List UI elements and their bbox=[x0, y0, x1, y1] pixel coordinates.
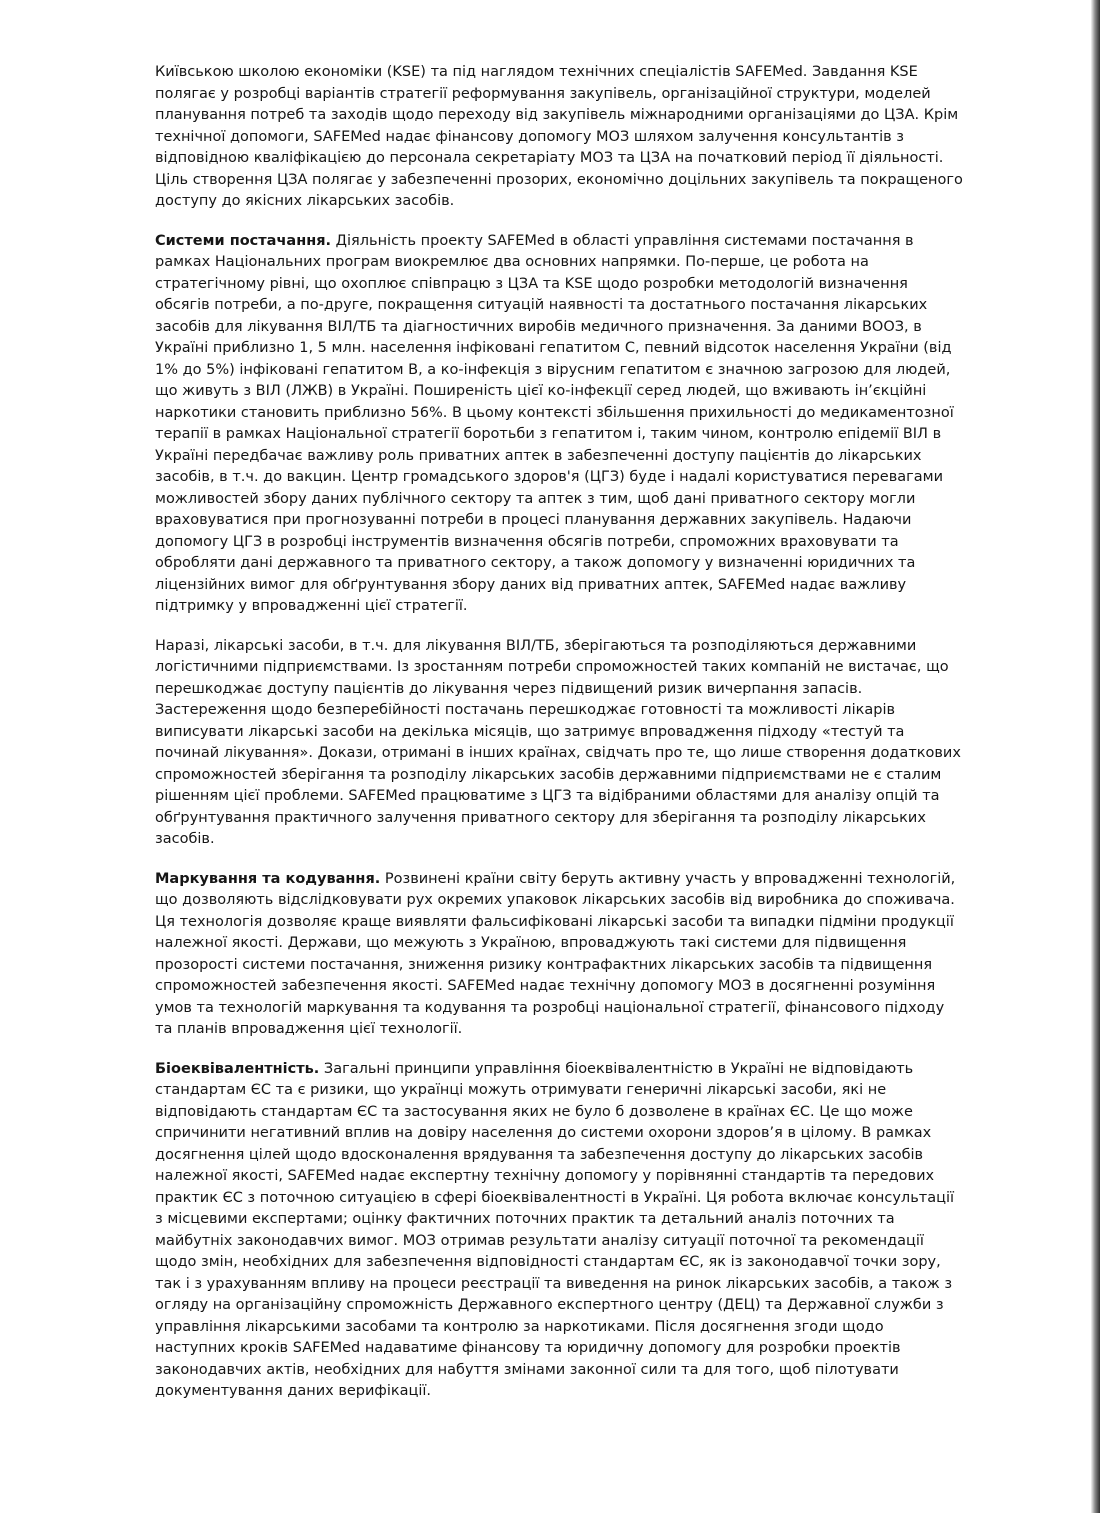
paragraph-text: Розвинені країни світу беруть активну участь у впровадженні технологій, що дозволяють відслідковувати рух окремих упаковок лікарських засобів від виробника до споживача. Ця технологія дозволяє краще виявляти фальсифіковані лікарські засоби та випадки підміни продукції належної якості. Держави, що межують з Україною, впроваджують такі системи для підвищення прозорості системи постачання, зниження ризику контрафактних лікарських засобів та підвищення спроможностей забезпечення якості. SAFEMed надає технічну допомогу МОЗ в досягненні розуміння умов та технологій маркування та кодування та розробці національної стратегії, фінансового підходу та планів впровадження цієї технології. bbox=[155, 870, 956, 1037]
scan-edge-shadow bbox=[1091, 0, 1100, 1513]
document-body bbox=[155, 62, 963, 1421]
section-heading-supply-systems: Системи постачання. bbox=[155, 232, 332, 249]
section-heading-marking-coding: Маркування та кодування. bbox=[155, 870, 381, 887]
section-heading-bioequivalence: Біоеквівалентність. bbox=[155, 1060, 320, 1077]
paragraph-storage-distribution bbox=[155, 636, 963, 851]
paragraph-kse-procurement bbox=[155, 62, 963, 213]
paragraph-supply-systems bbox=[155, 231, 963, 618]
paragraph-text: Діяльність проекту SAFEMed в області управління системами постачання в рамках Національних програм виокремлює два основних напрямки. По-перше, це робота на стратегічному рівні, що охоплює співпрацю з ЦЗА та KSE щодо розробки методологій визначення обсягів потреби, а по-друге, покращення ситуацій наявності та достатнього постачання лікарських засобів для лікування ВІЛ/ТБ та діагностичних виробів медичного призначення. За даними ВООЗ, в Україні приблизно 1, 5 млн. населення інфіковані гепатитом С, певний відсоток населення України (від 1% до 5%) інфіковані гепатитом В, а ко-інфекція з вірусним гепатитом є значною загрозою для людей, що живуть з ВІЛ (ЛЖВ) в Україні. Поширеність цієї ко-інфекції серед людей, що вживають ін’єкційні наркотики становить приблизно 56%. В цьому контексті збільшення прихильності до медикаментозної терапії в рамках Національної стратегії боротьби з гепатитом і, таким чином, контролю епідемії ВІЛ в Україні передбачає важливу роль приватних аптек в забезпеченні доступу пацієнтів до лікарських засобів, в т.ч. до вакцин. Центр громадського здоров'я (ЦГЗ) буде і надалі користуватися перевагами можливостей збору даних публічного сектору та аптек з тим, щоб дані приватного сектору могли враховуватися при прогнозуванні потреби в процесі планування державних закупівель. Надаючи допомогу ЦГЗ в розробці інструментів визначення обсягів потреби, спроможних враховувати та обробляти дані державного та приватного сектору, а також допомогу у визначенні юридичних та ліцензійних вимог для обґрунтування збору даних від приватних аптек, SAFEMed надає важливу підтримку у впровадженні цієї стратегії. bbox=[155, 232, 954, 614]
paragraph-text: Київською школою економіки (KSE) та під наглядом технічних спеціалістів SAFEMed. Завдання KSE полягає у розробці варіантів стратегії реформування закупівель, організаційної структури, моделей планування потреб та заходів щодо переходу від закупівель міжнародними організаціями до ЦЗА. Крім технічної допомоги, SAFEMed надає фінансову допомогу МОЗ шляхом залучення консультантів з відповідною кваліфікацією до персонала секретаріату МОЗ та ЦЗА на початковий період її діяльності. Ціль створення ЦЗА полягає у забезпеченні прозорих, економічно доцільних закупівель та покращеного доступу до якісних лікарських засобів. bbox=[155, 64, 963, 209]
paragraph-marking-coding bbox=[155, 869, 963, 1041]
paragraph-bioequivalence bbox=[155, 1059, 963, 1403]
paragraph-text: Загальні принципи управління біоеквівалентністю в Україні не відповідають стандартам ЄС та є ризики, що українці можуть отримувати генеричні лікарські засоби, які не відповідають стандартам ЄС та застосування яких не було б дозволене в країнах ЄС. Це що може спричинити негативний вплив на довіру населення до системи охорони здоров’я в цілому. В рамках досягнення цілей щодо вдосконалення врядування та забезпечення доступу до лікарських засобів належної якості, SAFEMed надає експертну технічну допомогу у порівнянні стандартів та передових практик ЄС з поточною ситуацією в сфері біоеквівалентності в Україні. Ця робота включає консультації з місцевими експертами; оцінку фактичних поточних практик та детальний аналіз поточних та майбутніх законодавчих вимог. МОЗ отримав результати аналізу ситуації поточної та рекомендації щодо змін, необхідних для забезпечення відповідності стандартам ЄС, як із законодавчої точки зору, так і з урахуванням впливу на процеси реєстрації та виведення на ринок лікарських засобів, а також з огляду на організаційну спроможність Державного експертного центру (ДЕЦ) та Державної служби з управління лікарськими засобами та контролю за наркотиками. Після досягнення згоди щодо наступних кроків SAFEMed надаватиме фінансову та юридичну допомогу для розробки проектів законодавчих актів, необхідних для набуття змінами законної сили та для того, щоб пілотувати документування даних верифікації. bbox=[155, 1060, 955, 1399]
paragraph-text: Наразі, лікарські засоби, в т.ч. для лікування ВІЛ/ТБ, зберігаються та розподіляються державними логістичними підприємствами. Із зростанням потреби спроможностей таких компаній не вистачає, що перешкоджає доступу пацієнтів до лікування через підвищений ризик вичерпання запасів. Застереження щодо безперебійності постачань перешкоджає готовності та можливості лікарів виписувати лікарські засоби на декілька місяців, що затримує впровадження підходу «тестуй та починай лікування». Докази, отримані в інших країнах, свідчать про те, що лише створення додаткових спроможностей зберігання та розподілу лікарських засобів державними підприємствами не є сталим рішенням цієї проблеми. SAFEMed працюватиме з ЦГЗ та відібраними областями для аналізу опцій та обґрунтування практичного залучення приватного сектору для зберігання та розподілу лікарських засобів. bbox=[155, 637, 961, 847]
